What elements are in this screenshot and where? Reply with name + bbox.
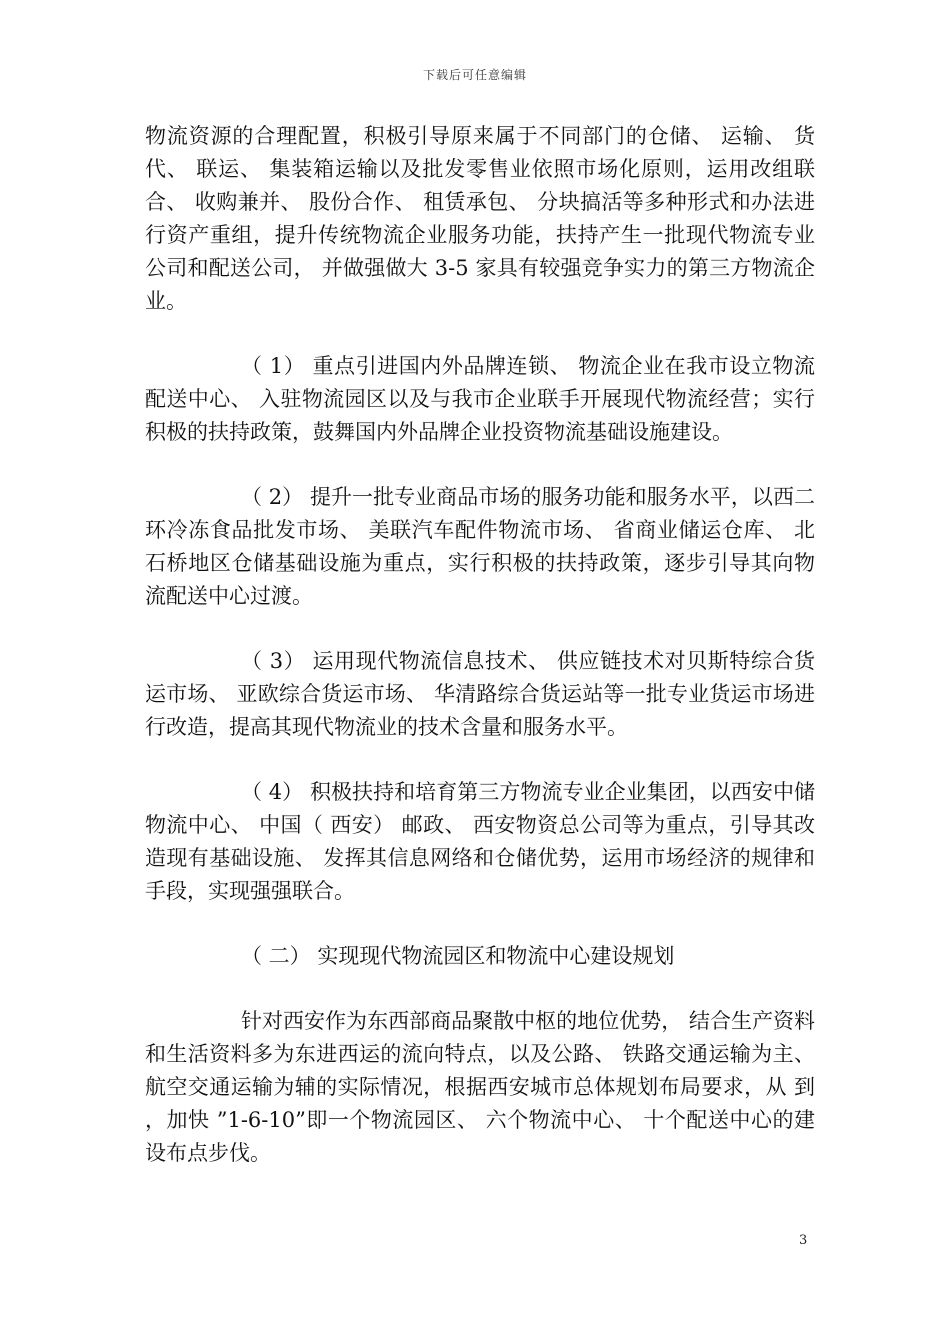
paragraph-item-3: （ 3） 运用现代物流信息技术、 供应链技术对贝斯特综合货运市场、 亚欧综合货运市场、 华清路综合货运站等一批专业货运市场进行改造，提高其现代物流业的技术含量和服务水平。	[145, 649, 815, 739]
paragraph-item-2: （ 2） 提升一批专业商品市场的服务功能和服务水平，以西二环冷冻食品批发市场、 美联汽车配件物流市场、 省商业储运仓库、 北石桥地区仓储基础设施为重点，实行积极的扶持政策，逐步引导其向物流配送中心过渡。	[145, 485, 815, 608]
paragraph-section-body: 针对西安作为东西部商品聚散中枢的地位优势， 结合生产资料和生活资料多为东进西运的流向特点，以及公路、 铁路交通运输为主、 航空交通运输为辅的实际情况，根据西安城市总体规划布局要求，从 到 ，加快 ”1-6-10”即一个物流园区、 六个物流中心、 十个配送中心的建设布点步伐。	[145, 1009, 815, 1165]
paragraph-item-4: （ 4） 积极扶持和培育第三方物流专业企业集团，以西安中储物流中心、 中国（ 西安） 邮政、 西安物资总公司等为重点，引导其改造现有基础设施、 发挥其信息网络和仓储优势，运用市场经济的规律和手段，实现强强联合。	[145, 780, 815, 903]
paragraph-intro: 物流资源的合理配置，积极引导原来属于不同部门的仓储、 运输、 货代、 联运、 集装箱运输以及批发零售业依照市场化原则，运用改组联合、 收购兼并、 股份合作、 租赁承包、 分块搞活等多种形式和办法进行资产重组，提升传统物流企业服务功能，扶持产生一批现代物流专业公司和配送公司， 并做强做大 3-5 家具有较强竞争实力的第三方物流企业。	[145, 124, 815, 313]
section-heading: （ 二） 实现现代物流园区和物流中心建设规划	[241, 944, 675, 968]
paragraph-item-1: （ 1） 重点引进国内外品牌连锁、 物流企业在我市设立物流配送中心、 入驻物流园区以及与我市企业联手开展现代物流经营；实行积极的扶持政策，鼓舞国内外品牌企业投资物流基础设施建设。	[145, 354, 815, 444]
document-body	[145, 120, 815, 1202]
page-number: 3	[799, 1233, 808, 1248]
header-note: 下载后可任意编辑	[422, 68, 527, 82]
